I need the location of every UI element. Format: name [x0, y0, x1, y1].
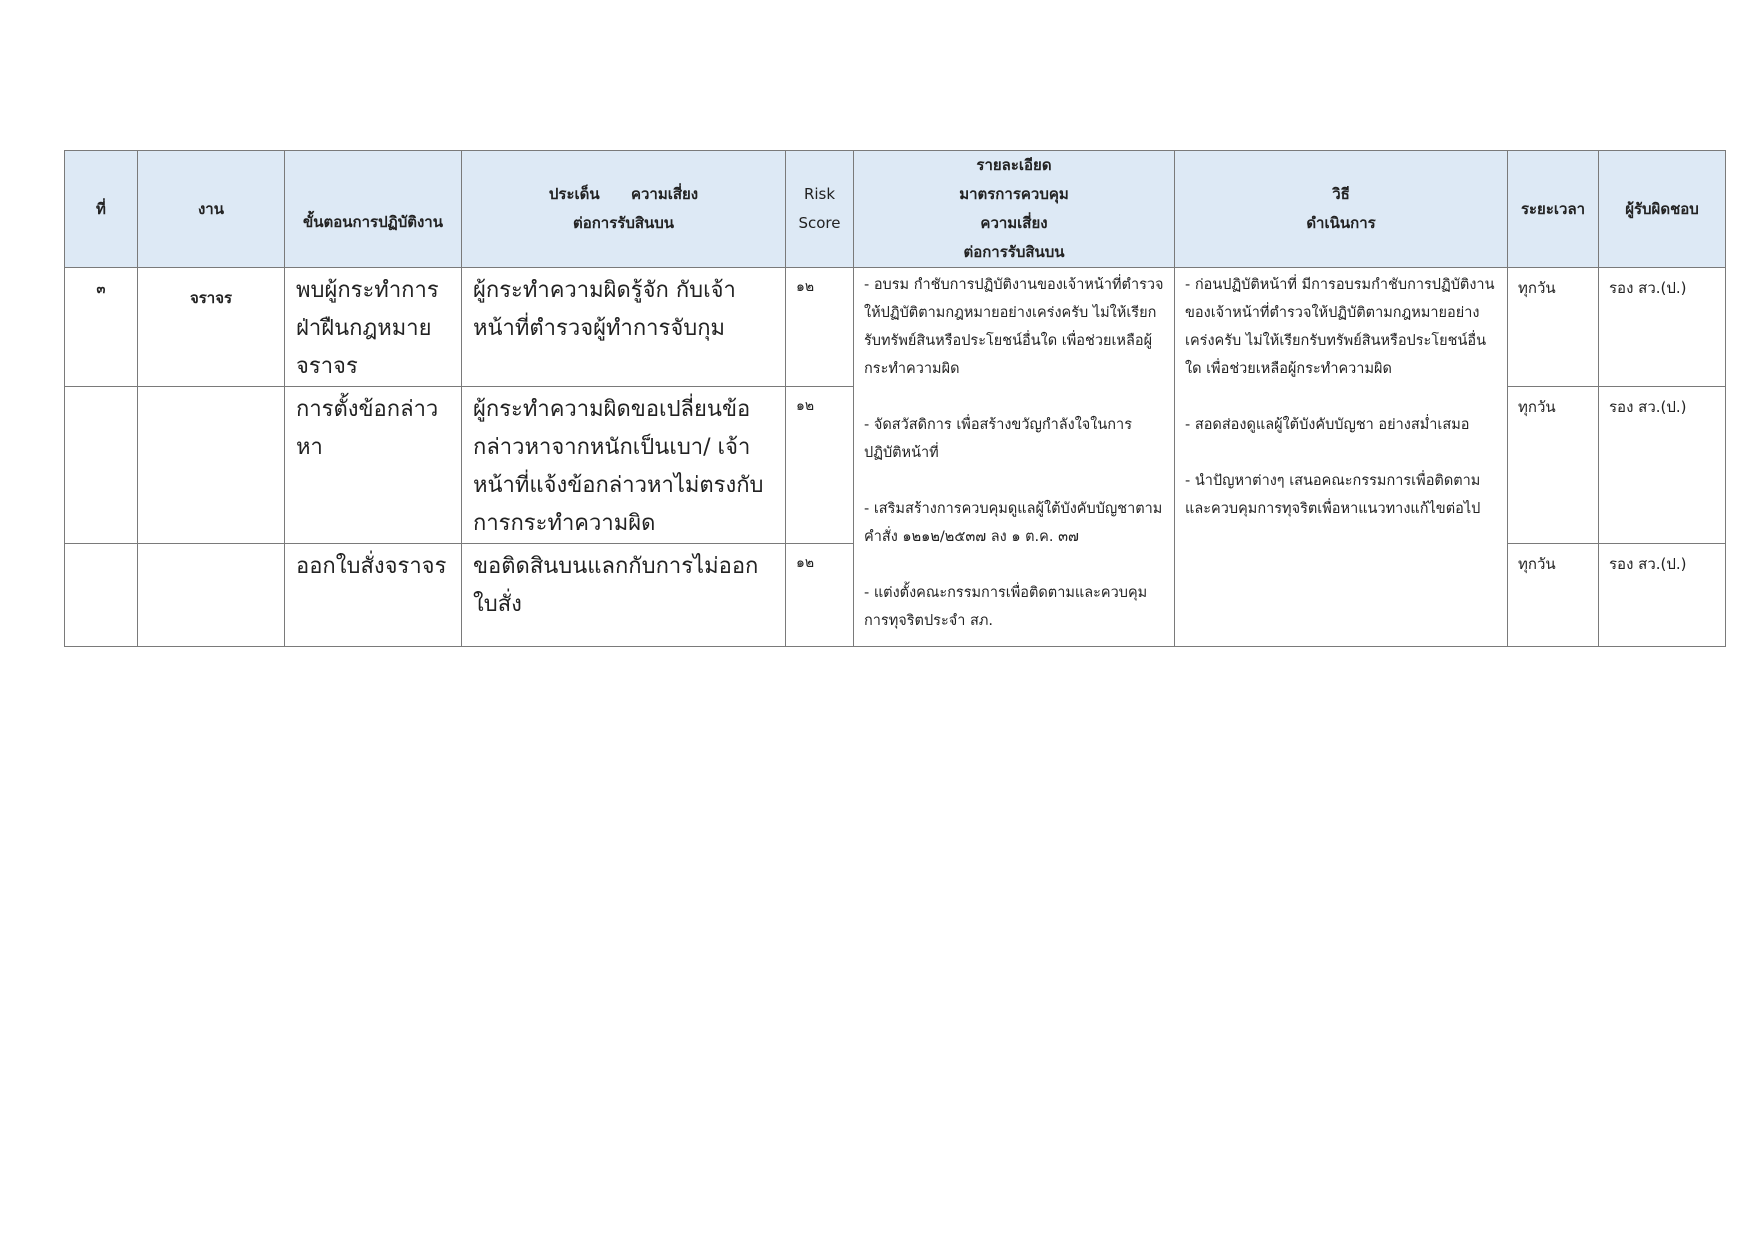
method-item: - นำปัญหาต่างๆ เสนอคณะกรรมการเพื่อติดตามและควบคุมการทุจริตเพื่อหาแนวทางแก้ไขต่อไป — [1185, 473, 1481, 517]
table-row — [65, 268, 1726, 387]
owner-cell: รอง สว.(ป.) — [1599, 387, 1726, 544]
header-method — [1175, 151, 1508, 268]
work-name — [138, 387, 285, 544]
method-item: - ก่อนปฏิบัติหน้าที่ มีการอบรมกำชับการปฏิบัติงานของเจ้าหน้าที่ตำรวจให้ปฏิบัติตามกฎหมายอย่างเคร่งครับ ไม่ให้เรียกรับทรัพย์สินหรือประโยชน์อื่นใด เพื่อช่วยเหลือผู้กระทำความผิด — [1185, 277, 1495, 377]
measure-item: - จัดสวัสดิการ เพื่อสร้างขวัญกำลังใจในการปฏิบัติหน้าที่ — [864, 417, 1132, 461]
header-risk-score — [786, 151, 854, 268]
measure-item: - อบรม กำชับการปฏิบัติงานของเจ้าหน้าที่ตำรวจให้ปฏิบัติตามกฎหมายอย่างเคร่งครับ ไม่ให้เรียกรับทรัพย์สินหรือประโยชน์อื่นใด เพื่อช่วยเหลือผู้กระทำความผิด — [864, 277, 1164, 377]
period-cell: ทุกวัน — [1508, 387, 1599, 544]
period-cell: ทุกวัน — [1508, 544, 1599, 647]
period-cell: ทุกวัน — [1508, 268, 1599, 387]
risk-score-cell: ๑๒ — [786, 387, 854, 544]
step-cell: พบผู้กระทำการฝ่าฝืนกฎหมายจราจร — [285, 268, 462, 387]
header-measure-line2: มาตรการควบคุม — [959, 185, 1069, 203]
table-header-row — [65, 151, 1726, 268]
header-no: ที่ — [65, 151, 138, 268]
header-measure — [854, 151, 1175, 268]
owner-cell: รอง สว.(ป.) — [1599, 544, 1726, 647]
header-risk-line2: Score — [798, 214, 841, 232]
header-step: ขั้นตอนการปฏิบัติงาน — [285, 151, 462, 268]
risk-score-cell: ๑๒ — [786, 268, 854, 387]
header-measure-line4: ต่อการรับสินบน — [963, 243, 1065, 261]
header-owner: ผู้รับผิดชอบ — [1599, 151, 1726, 268]
header-issue-line2: ต่อการรับสินบน — [572, 214, 675, 232]
row-number — [65, 387, 138, 544]
method-cell — [1175, 268, 1508, 647]
issue-cell: ผู้กระทำความผิดขอเปลี่ยนข้อกล่าวหาจากหนักเป็นเบา/ เจ้าหน้าที่แจ้งข้อกล่าวหาไม่ตรงกับการกระทำความผิด — [462, 387, 786, 544]
row-number — [65, 544, 138, 647]
header-issue-line1: ประเด็น ความเสี่ยง — [548, 185, 699, 203]
measure-item: - เสริมสร้างการควบคุมดูแลผู้ใต้บังคับบัญชาตามคำสั่ง ๑๒๑๒/๒๕๓๗ ลง ๑ ต.ค. ๓๗ — [864, 501, 1163, 545]
risk-score-cell: ๑๒ — [786, 544, 854, 647]
header-method-line1: วิธี — [1332, 185, 1350, 203]
header-method-line2: ดำเนินการ — [1306, 214, 1376, 232]
header-risk-line1: Risk — [803, 185, 836, 203]
owner-cell: รอง สว.(ป.) — [1599, 268, 1726, 387]
header-issue — [462, 151, 786, 268]
step-cell: การตั้งข้อกล่าวหา — [285, 387, 462, 544]
risk-table — [64, 150, 1726, 647]
row-number: ๓ — [65, 268, 138, 387]
issue-cell: ขอติดสินบนแลกกับการไม่ออกใบสั่ง — [462, 544, 786, 647]
step-cell: ออกใบสั่งจราจร — [285, 544, 462, 647]
header-work: งาน — [138, 151, 285, 268]
header-period: ระยะเวลา — [1508, 151, 1599, 268]
header-measure-line1: รายละเอียด — [976, 156, 1052, 174]
work-name: จราจร — [138, 268, 285, 387]
issue-cell: ผู้กระทำความผิดรู้จัก กับเจ้าหน้าที่ตำรวจผู้ทำการจับกุม — [462, 268, 786, 387]
measure-item: - แต่งตั้งคณะกรรมการเพื่อติดตามและควบคุมการทุจริตประจำ สภ. — [864, 585, 1148, 629]
header-measure-line3: ความเสี่ยง — [980, 214, 1048, 232]
measure-cell — [854, 268, 1175, 647]
work-name — [138, 544, 285, 647]
method-item: - สอดส่องดูแลผู้ใต้บังคับบัญชา อย่างสม่ำเสมอ — [1185, 417, 1470, 433]
